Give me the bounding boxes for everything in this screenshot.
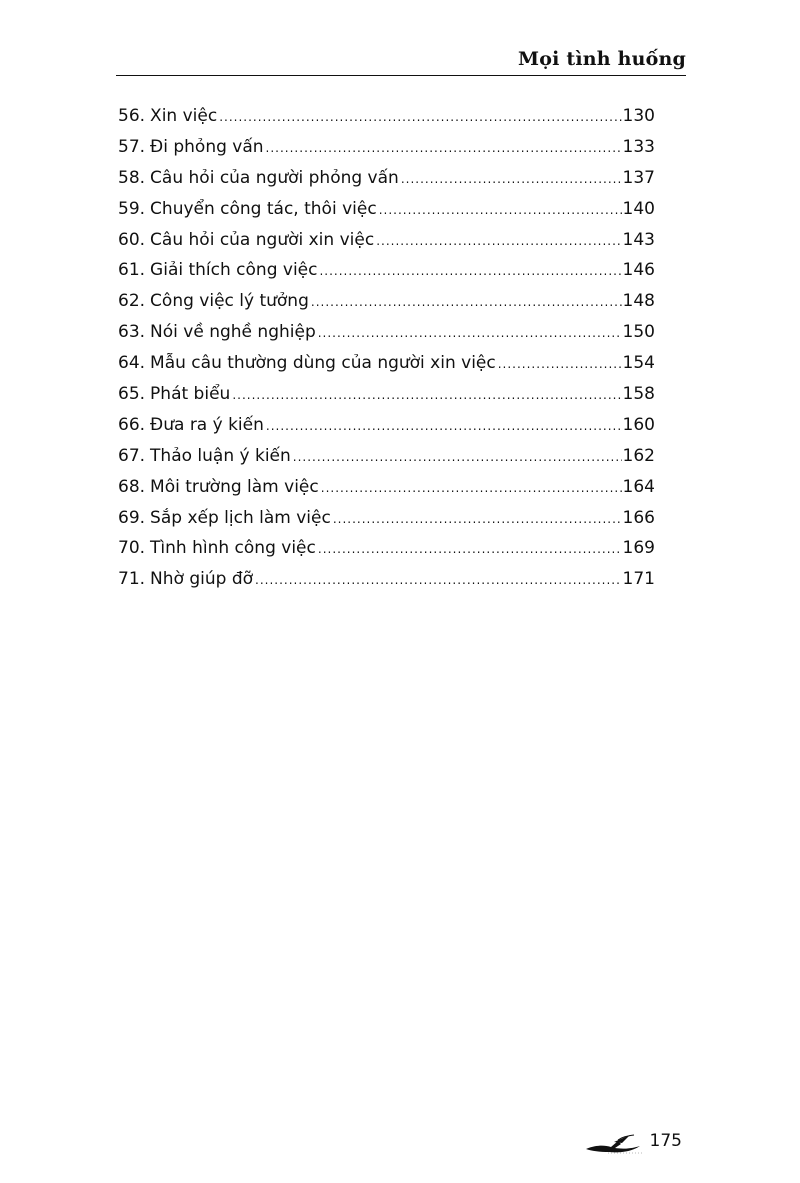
toc-entry-number: 56. bbox=[118, 106, 146, 126]
dot-leader bbox=[318, 318, 622, 349]
toc-entry-title: Tình hình công việc bbox=[150, 538, 316, 559]
toc-entry bbox=[118, 564, 655, 595]
toc-entry-page: 137 bbox=[622, 167, 655, 188]
dot-leader bbox=[333, 504, 622, 535]
toc-entry-page: 171 bbox=[622, 569, 655, 590]
toc-entry bbox=[118, 286, 655, 317]
toc-entry-page: 146 bbox=[622, 260, 655, 281]
toc-entry-title: Phát biểu bbox=[150, 384, 231, 405]
dot-leader bbox=[319, 256, 621, 287]
header-rule bbox=[116, 75, 686, 76]
toc-entry-page: 133 bbox=[622, 136, 655, 157]
toc-entry-title: Công việc lý tưởng bbox=[150, 291, 309, 312]
toc-entry-number: 70. bbox=[118, 538, 146, 559]
toc-entry bbox=[118, 163, 655, 194]
toc-entry-number: 68. bbox=[118, 476, 146, 497]
page-footer bbox=[584, 1128, 682, 1154]
toc-entry-title: Mẫu câu thường dùng của người xin việc bbox=[150, 353, 496, 374]
toc-entry-number: 62. bbox=[118, 291, 146, 312]
dot-leader bbox=[311, 287, 622, 318]
toc-entry-number: 64. bbox=[118, 353, 146, 374]
toc-entry-page: 169 bbox=[622, 538, 655, 559]
dot-leader bbox=[379, 195, 622, 226]
toc-entry bbox=[118, 379, 655, 410]
toc-entry-title: Môi trường làm việc bbox=[150, 476, 319, 497]
toc-entry-number: 60. bbox=[118, 229, 146, 250]
toc-entry bbox=[118, 194, 655, 225]
dot-leader bbox=[255, 565, 622, 596]
toc-entry-title: Giải thích công việc bbox=[150, 260, 318, 281]
toc-entry bbox=[118, 317, 655, 348]
toc-entry-title: Câu hỏi của người xin việc bbox=[150, 229, 375, 250]
dot-leader bbox=[293, 442, 622, 473]
toc-entry-number: 69. bbox=[118, 507, 146, 528]
toc-entry-title: Nói về nghề nghiệp bbox=[150, 322, 316, 343]
toc-entry-number: 63. bbox=[118, 322, 146, 343]
toc-entry-page: 140 bbox=[622, 198, 655, 219]
toc-entry-page: 148 bbox=[622, 291, 655, 312]
toc-entry bbox=[118, 225, 655, 256]
toc-entry-title: Xin việc bbox=[150, 106, 218, 126]
dot-leader bbox=[376, 226, 621, 257]
dot-leader bbox=[401, 164, 622, 195]
toc-entry-number: 71. bbox=[118, 569, 146, 590]
toc-entry-page: 164 bbox=[622, 476, 655, 497]
dot-leader bbox=[321, 473, 622, 504]
toc-entry-title: Nhờ giúp đỡ bbox=[150, 569, 254, 590]
toc-entry bbox=[118, 533, 655, 564]
toc-entry-number: 66. bbox=[118, 414, 146, 435]
toc-entry-number: 58. bbox=[118, 167, 146, 188]
toc-entry-page: 166 bbox=[622, 507, 655, 528]
toc-entry-title: Đi phỏng vấn bbox=[150, 136, 264, 157]
toc-entry-number: 61. bbox=[118, 260, 146, 281]
toc-entry-number: 65. bbox=[118, 384, 146, 405]
toc-entry-page: 158 bbox=[622, 384, 655, 405]
toc-entry-title: Thảo luận ý kiến bbox=[150, 445, 291, 466]
toc-entry-title: Câu hỏi của người phỏng vấn bbox=[150, 167, 399, 188]
toc-entry bbox=[118, 472, 655, 503]
toc-entry bbox=[118, 101, 655, 132]
toc-entry bbox=[118, 410, 655, 441]
toc-entry-page: 130 bbox=[622, 106, 655, 126]
dot-leader bbox=[232, 380, 621, 411]
toc-entry-title: Đưa ra ý kiến bbox=[150, 414, 264, 435]
toc-entry-number: 57. bbox=[118, 136, 146, 157]
toc-entry-page: 154 bbox=[622, 353, 655, 374]
page-number: 175 bbox=[649, 1131, 682, 1151]
toc-entry bbox=[118, 441, 655, 472]
toc-entry bbox=[118, 255, 655, 286]
dot-leader bbox=[266, 411, 622, 442]
toc-entry-number: 67. bbox=[118, 445, 146, 466]
flying-bird-icon bbox=[584, 1128, 646, 1154]
table-of-contents bbox=[118, 101, 655, 595]
toc-entry bbox=[118, 348, 655, 379]
toc-entry bbox=[118, 132, 655, 163]
dot-leader bbox=[498, 349, 622, 380]
dot-leader bbox=[219, 102, 621, 133]
toc-entry-page: 160 bbox=[622, 414, 655, 435]
toc-entry bbox=[118, 503, 655, 534]
toc-entry-title: Chuyển công tác, thôi việc bbox=[150, 198, 377, 219]
toc-entry-number: 59. bbox=[118, 198, 146, 219]
dot-leader bbox=[266, 133, 622, 164]
toc-entry-page: 150 bbox=[622, 322, 655, 343]
dot-leader bbox=[318, 534, 622, 565]
toc-entry-title: Sắp xếp lịch làm việc bbox=[150, 507, 331, 528]
running-head: Mọi tình huống bbox=[518, 48, 686, 70]
toc-entry-page: 162 bbox=[622, 445, 655, 466]
toc-entry-page: 143 bbox=[622, 229, 655, 250]
